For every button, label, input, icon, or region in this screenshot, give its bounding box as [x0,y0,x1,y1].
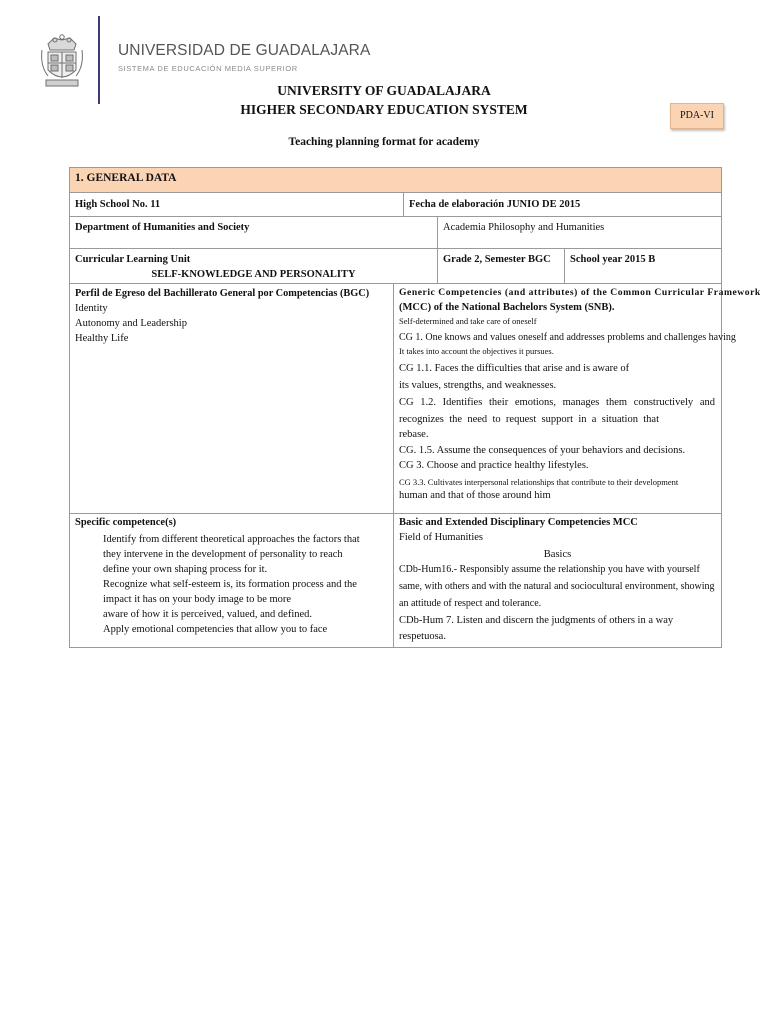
competence-line: aware of how it is perceived, valued, and defined. [103,609,313,620]
generic-competencies-cell [393,283,761,514]
graduate-profile-cell [69,283,394,514]
elaboration-date-cell: Fecha de elaboración JUNIO DE 2015 [403,192,722,217]
profile-item: Identity [75,303,108,314]
high-school-cell: High School No. 11 [69,192,404,217]
school-year-cell: School year 2015 B [564,248,722,284]
profile-item: Healthy Life [75,333,129,344]
cg3-3-text: CG 3.3. Cultivates interpersonal relationships that contribute to their development [399,477,679,487]
grade-cell: Grade 2, Semester BGC [437,248,565,284]
specific-competence-item [75,577,388,622]
competence-line: Recognize what self-esteem is, its formation process and the [103,579,357,590]
academy-cell: Academia Philosophy and Humanities [437,216,722,249]
form-code-badge: PDA-VI [670,103,724,129]
disciplinary-competencies-heading: Basic and Extended Disciplinary Competencies MCC [399,517,638,528]
profile-item: Autonomy and Leadership [75,318,187,329]
generic-competencies-heading: Generic Competencies (and attributes) of the Common Curricular Framework [399,287,761,298]
specific-competence-item [75,532,388,577]
cg1-text: CG 1. One knows and values oneself and addresses problems and challenges having [399,332,736,343]
curricular-unit-cell [69,248,438,284]
graduate-profile-heading: Perfil de Egreso del Bachillerato General por Competencias (BGC) [75,288,370,299]
cg3-3-text-cont: human and that of those around him [399,490,551,501]
competence-line: define your own shaping process for it. [103,564,268,575]
competence-line: Apply emotional competencies that allow you to face [103,624,328,635]
letterhead-university-name: UNIVERSIDAD DE GUADALAJARA [118,42,371,59]
generic-competencies-heading-2: (MCC) of the National Bachelors System (SNB). [399,302,615,313]
specific-competence-heading: Specific competence(s) [75,517,177,528]
competence-line: impact it has on your body image to be more [103,594,292,605]
disciplinary-competencies-cell [393,513,722,648]
letterhead-system-name: SISTEMA DE EDUCACIÓN MEDIA SUPERIOR [118,64,298,73]
curricular-unit-label: Curricular Learning Unit [75,254,191,265]
hum16-text-end: an attitude of respect and tolerance. [399,598,542,609]
hum16-text: CDb-Hum16.- Responsibly assume the relationship you have with yourself [399,564,700,575]
cg1-1-text-cont: its values, strengths, and weaknesses. [399,380,557,391]
cg1-1-text: CG 1.1. Faces the difficulties that arise and is aware of [399,363,630,374]
competence-line: Identify from different theoretical approaches the factors that [103,534,360,545]
document-title-system: HIGHER SECONDARY EDUCATION SYSTEM [240,102,528,117]
cg1-2-text: CG 1.2. Identifies their emotions, manages them constructively and [399,397,715,408]
curricular-unit-name: SELF-KNOWLEDGE AND PERSONALITY [151,269,356,280]
specific-competence-item [75,622,388,637]
general-data-heading: 1. GENERAL DATA [69,167,722,193]
hum7-text-cont: respetuosa. [399,631,446,642]
competence-line: they intervene in the development of personality to reach [103,549,343,560]
general-data-form [69,167,761,648]
hum16-text-cont: same, with others and with the natural and sociocultural environment, showing [399,581,715,592]
document-format-title: Teaching planning format for academy [288,136,480,148]
department-cell: Department of Humanities and Society [69,216,438,249]
cg1-5-text: CG. 1.5. Assume the consequences of your behaviors and decisions. [399,445,686,456]
self-determined-label: Self-determined and take care of oneself [399,316,537,326]
field-of-humanities-label: Field of Humanities [399,532,483,543]
basics-label: Basics [543,549,572,560]
specific-competence-cell [69,513,394,648]
cg3-text: CG 3. Choose and practice healthy lifestyles. [399,460,589,471]
cg1-2-text-cont: recognizes the need to request support in a situation that [399,414,659,425]
cg1-note: It takes into account the objectives it pursues. [399,346,554,356]
cg1-2-text-end: rebase. [399,429,429,440]
university-seal-icon [40,30,84,88]
document-title-university: UNIVERSITY OF GUADALAJARA [277,83,491,98]
hum7-text: CDb-Hum 7. Listen and discern the judgments of others in a way [399,615,674,626]
